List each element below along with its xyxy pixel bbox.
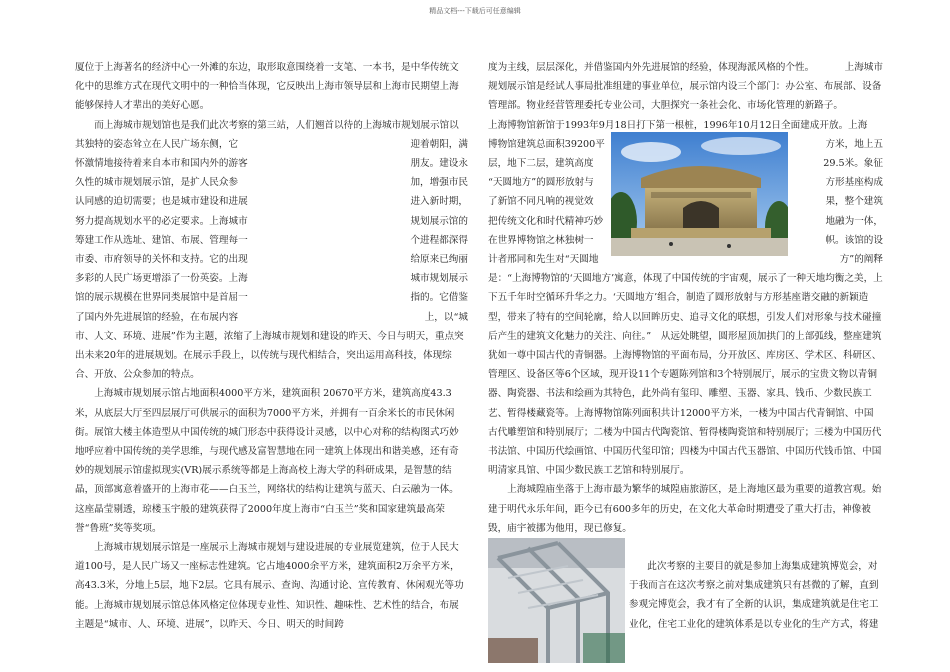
text-line: 久性的城市规划展示馆，是扩人民众参 加，增强市民 bbox=[75, 177, 468, 189]
paragraph: 上海博物馆新馆于1993年9月18日打下第一根桩，1996年10月12日全面建成开放。上海 bbox=[488, 119, 868, 131]
text-line: 于我而言在这次考察之前对集成建筑只有甚微的了解，直到 bbox=[629, 580, 879, 592]
text-line: 把传统文化和时代精神巧妙 地融为一体， bbox=[488, 215, 883, 227]
text-line: 业化，住宅工业化的建筑体系是以专业化的生产方式，将建 bbox=[629, 618, 879, 630]
text-line: 层，地下二层，建筑高度 29.5米。象征 bbox=[488, 158, 883, 170]
wrapped-paragraph bbox=[75, 116, 468, 385]
page-header: 精品文档---下载后可任意编辑 bbox=[429, 7, 521, 15]
text-line: 努力提高规划水平的必定要求。上海城市 规划展示馆的 bbox=[75, 215, 468, 227]
paragraph-continuation: 市、人文、环境、进展”作为主题，浓缩了上海城市规划和建设的昨天、今日与明天，重点突出未来20年的进展规划。在展示手段上，以传统与现代相结合，突出运用高科技，体现综合、开放、公众参加的特点。 bbox=[75, 330, 464, 381]
text-line: 博物馆建筑总面积39200平 方米，地上五 bbox=[488, 138, 883, 150]
text-line: 怀激情地接待着来自本市和国内外的游客 朋友。建设永 bbox=[75, 158, 468, 170]
text-line: 认同感的迫切需要；也是城市建设和进展 进入新时期， bbox=[75, 196, 468, 208]
paragraph: 上海城隍庙坐落于上海市最为繁华的城隍庙旅游区，是上海地区最为重要的道教宫观。始建于明代永乐年间，距今已有600多年的历史，在文化大革命时期遭受了重大打击，神像被毁，庙宇被挪为他用，现已修复。 bbox=[488, 484, 882, 534]
left-column bbox=[75, 58, 468, 634]
building-expo-photo bbox=[488, 538, 625, 663]
text-line: 多彩的人民广场更增添了一份英姿。上海 城市规划展示 bbox=[75, 273, 468, 285]
paragraph-continuation: 是：“上海博物馆的‘天圆地方’寓意，体现了中国传统的宇宙观，展示了一种天地均衡之美，上下五千年时空循环升华之力。‘天圆地方’组合，制造了圆形放射与方形基座谐交融的新颖造型，带来了特有的空间轮廓，给人以回眸历史、追寻文化的联想，引发人们对形象与技术碰撞后产生的建筑文化魅力的关注、向往。” 从远处眺望，圆形屋顶加拱门的上部弧线，整座建筑犹如一尊中国古代的青铜器。上海博物馆的平面布局，分开放区、库房区、学术区、科研区、管理区、设备区等6个区域，现开设11个专题陈列馆和3个特别展厅，展示的宝贵文物以青铜器、陶瓷器、书法和绘画为其特色，此外尚有玺印、雕塑、玉器、家具、钱币、少数民族工艺、暂得楼藏瓷等。上海博物馆陈列面积共计12000平方米，一楼为中国古代青铜馆、中国古代雕塑馆和特别展厅；二楼为中国古代陶瓷馆、暂得楼陶瓷馆和特别展厅；三楼为中国历代书法馆、中国历代绘画馆、中国历代玺印馆；四楼为中国古代玉器馆、中国历代钱币馆、中国明清家具馆、中国少数民族工艺馆和特别展厅。 bbox=[488, 273, 883, 477]
text-line: 筹建工作从选址、建馆、布展、管理每一 个进程都深得 bbox=[75, 234, 468, 246]
text-line: 在世界博物馆之林独树一 帜。该馆的设 bbox=[488, 234, 883, 246]
text-line: 参观完博览会，我才有了全新的认识，集成建筑就是住宅工 bbox=[629, 599, 879, 611]
text-line: 市委、市府领导的关怀和支持。它的出现 给原来已绚丽 bbox=[75, 254, 468, 266]
text-line: 了新馆不同凡响的视觉效 果，整个建筑 bbox=[488, 196, 883, 208]
paragraph: 上海城市规划展示馆占地面积4000平方米，建筑面积 20670平方米，建筑高度43.3米，从底层大厅至四层展厅可供展示的面积为7000平方米，并拥有一百余米长的市民休闲街。展馆大楼主体造型从中国传统的城门形态中获得设计灵感，以中心对称的结构图式巧妙地呼应着中国传统的美学思维，与现代感及富智慧地在同一建筑上体现出和谐美感，还有奇妙的规划展示馆虚拟现实(VR)展示系统等都是上海高校上海大学的科研成果，是智慧的结晶，顶部寓意着盛开的上海市花——白玉兰，网络状的结构让建筑与蓝天、白云融为一体。这座晶莹剔透，琼楼玉宇般的建筑获得了2000年度上海市“白玉兰”奖和国家建筑最高荣誉“鲁班”奖等奖项。 bbox=[75, 388, 459, 534]
text-line: 其独特的姿态耸立在人民广场东侧，它 迎着朝阳，满 bbox=[75, 138, 468, 150]
text-line: 度为主线，层层深化，并借鉴国内外先进展馆的经验，体现海派风格的个性。 上海城市 bbox=[488, 62, 883, 73]
text-line: 而上海城市规划馆也是我们此次考察的第三站，人们翘首以待的上海城市规划展示馆以 bbox=[94, 119, 459, 131]
text-line: 此次考察的主要目的就是参加上海集成建筑博览会，对 bbox=[647, 561, 878, 573]
text-line: 计者邢同和先生对“天圆地 方”的阐释 bbox=[488, 254, 883, 266]
text-line: 馆的展示规模在世界同类展馆中是首屈一 指的。它借鉴 bbox=[75, 292, 468, 304]
text-line: 了国内外先进展馆的经验，在布展内容 上，以“城 bbox=[75, 311, 468, 323]
paragraph: 上海城市规划展示馆是一座展示上海城市规划与建设进展的专业展览建筑，位于人民大道100号，是人民广场又一座标志性建筑。它占地4000余平方米，建筑面积2万余平方米，高43.3米，分地上5层，地下2层。它具有展示、查询、沟通讨论、宣传教育、休闲观光等功能。上海城市规划展示馆总体风格定位体现专业性、知识性、趣味性、艺术性的结合，布展主题是“城市、人、环境、进展”，以昨天、今日、明天的时间跨 bbox=[75, 542, 464, 630]
text-line: “天圆地方”的圆形放射与 方形基座构成 bbox=[488, 177, 883, 189]
paragraph: 厦位于上海著名的经济中心一外滩的东边，取形取意围绕着一支笔、一本书，是中华传统文化中的思维方式在现代文明中的一种恰当体现，它反映出上海市领导层和上海市民期望上海能够保持人才辈出的美好心愿。 bbox=[75, 62, 459, 112]
shanghai-museum-photo bbox=[611, 132, 788, 256]
paragraph-continuation: 规划展示馆是经试人事局批准组建的事业单位，展示馆内设三个部门：办公室、布展部、设备管理部。物业经营管理委托专业公司，大胆探究一条社会化、市场化管理的新路子。 bbox=[488, 81, 882, 112]
